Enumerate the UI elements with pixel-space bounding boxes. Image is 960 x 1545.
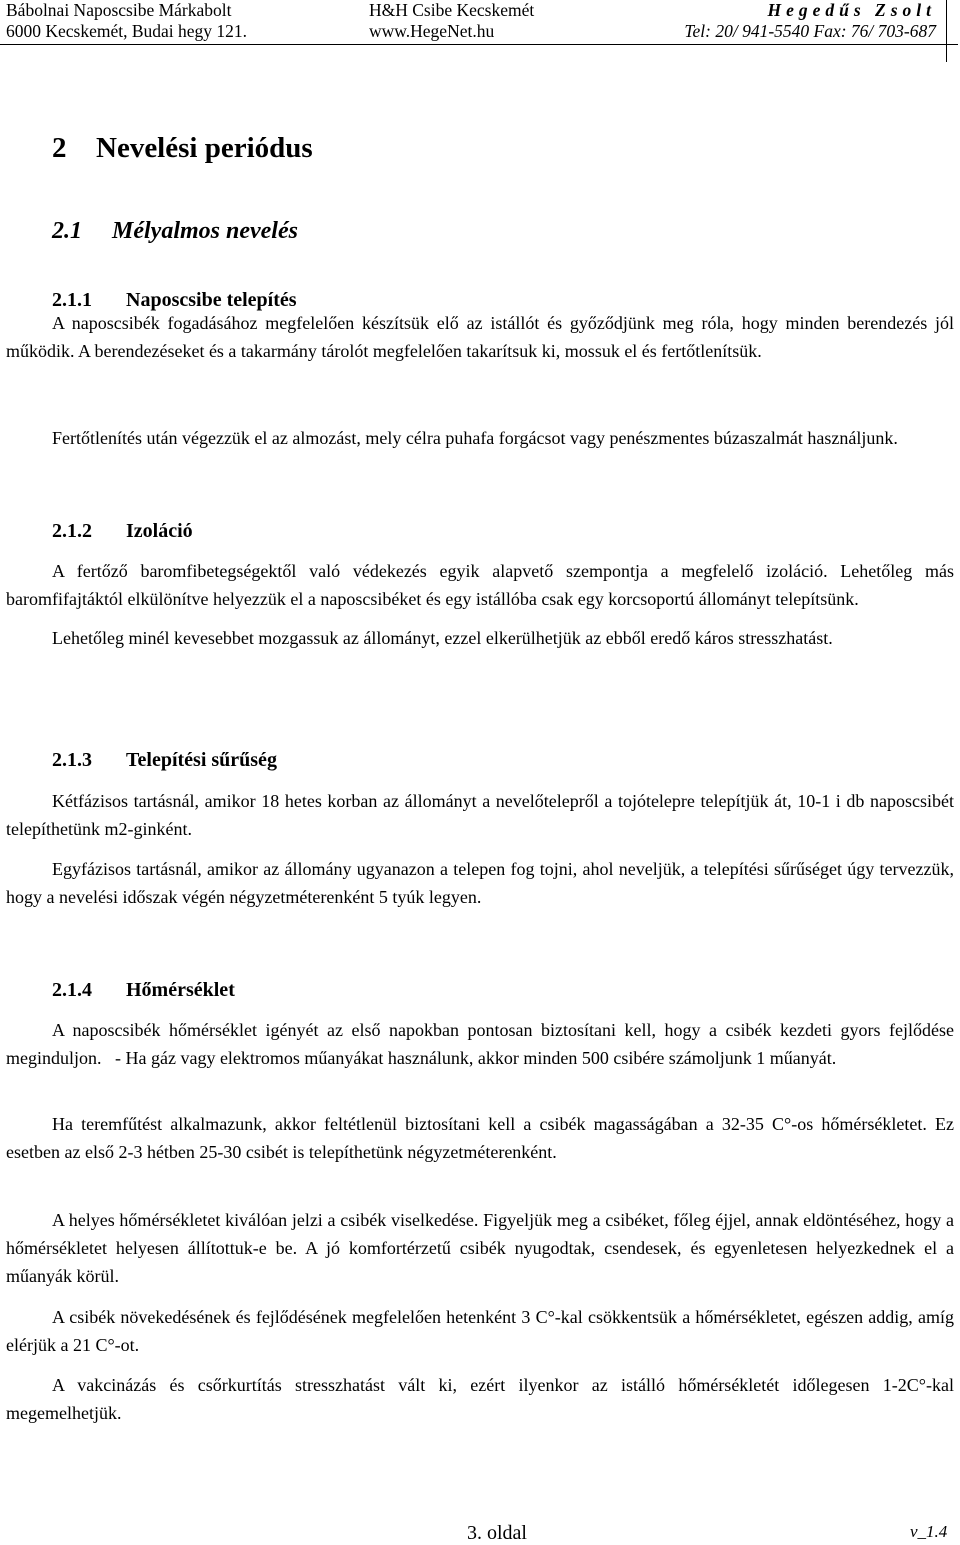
- paragraph: A naposcsibék fogadásához megfelelően készítsük elő az istállót és győződjünk meg róla, hogy minden berendezés jól működik. A berendezéseket és a takarmány tárolót megfelelően takarítsuk ki, mossuk el és fertőtlenítsük.: [6, 313, 954, 361]
- subsection-title: Telepítési sűrűség: [126, 749, 277, 771]
- paragraph: Egyfázisos tartásnál, amikor az állomány ugyanazon a telepen fog tojni, ahol neveljük, a telepítési sűrűséget úgy tervezzük, hogy a nevelési időszak végén négyzetméterenként 5 tyúk legyen.: [6, 859, 954, 907]
- subsection-title: Naposcsibe telepítés: [126, 289, 297, 311]
- paragraph: Ha teremfűtést alkalmazunk, akkor feltétlenül biztosítani kell a csibék magasságában a 32-35 C°-os hőmérsékletet. Ez esetben az első 2-3 hétben 25-30 csibét is telepíthetünk négyzetméterenként.: [6, 1114, 954, 1162]
- header-contact-name: Hegedűs Zsolt: [767, 0, 936, 20]
- header-phone-fax: Tel: 20/ 941-5540 Fax: 76/ 703-687: [684, 21, 936, 41]
- paragraph: Fertőtlenítés után végezzük el az almozást, mely célra puhafa forgácsot vagy penészmentes búzaszalmát használjunk.: [52, 428, 898, 448]
- subsection-heading-izolacio: [52, 518, 193, 544]
- header-company-block: [369, 0, 534, 42]
- chapter-number: 2: [52, 132, 67, 164]
- paragraph: Lehetőleg minél kevesebbet mozgassuk az állományt, ezzel elkerülhetjük az ebből eredő káros stresszhatást.: [52, 628, 833, 648]
- header-website: www.HegeNet.hu: [369, 21, 495, 41]
- chapter-heading: [52, 130, 313, 166]
- chapter-title: Nevelési periódus: [96, 132, 313, 164]
- paragraph: A naposcsibék hőmérséklet igényét az első napokban pontosan biztosítani kell, hogy a csibék kezdeti gyors fejlődése meginduljon. - Ha gáz vagy elektromos műanyákat használunk, akkor minden 500 csibére számoljunk 1 műanyát.: [6, 1020, 959, 1068]
- page-header: [0, 0, 958, 44]
- header-shop-address: 6000 Kecskemét, Budai hegy 121.: [6, 21, 248, 41]
- subsection-title: Hőmérséklet: [126, 979, 235, 1001]
- header-shop-name: Bábolnai Naposcsibe Márkabolt: [6, 0, 232, 20]
- header-company-name: H&H Csibe Kecskemét: [369, 0, 535, 20]
- subsection-heading-telepitesi-suruseg: [52, 747, 277, 773]
- paragraph: A csibék növekedésének és fejlődésének megfelelően hetenként 3 C°-kal csökkentsük a hőmérsékletet, egészen addig, amíg elérjük a 21 C°-ot.: [6, 1307, 954, 1355]
- paragraph: A fertőző baromfibetegségektől való védekezés egyik alapvető szempontja a megfelelő izoláció. Lehetőleg más baromfifajtáktól elkülönítve helyezzük el a naposcsibéket és egy istállóba csak egy korcsoportú állományt telepítsünk.: [6, 561, 954, 609]
- header-corner-mark: [946, 0, 947, 62]
- subsection-number: 2.1.2: [52, 520, 92, 542]
- header-contact-block: [684, 0, 936, 42]
- subsection-number: 2.1.1: [52, 289, 92, 311]
- subsection-number: 2.1.4: [52, 979, 92, 1001]
- header-divider: [0, 44, 958, 45]
- header-shop-block: [6, 0, 247, 42]
- page-number: 3. oldal: [467, 1522, 527, 1544]
- paragraph: Kétfázisos tartásnál, amikor 18 hetes korban az állományt a nevelőtelepről a tojótelepre telepítjük át, 10-1 i db naposcsibét telepíthetünk m2-ginként.: [6, 791, 954, 839]
- paragraph: A helyes hőmérsékletet kiválóan jelzi a csibék viselkedése. Figyeljük meg a csibéket, főleg éjjel, annak eldöntéséhez, hogy a hőmérsékletet helyesen állítottuk-e be. A jó komfortérzetű csibék nyugodtak, csendesek, és egyenletesen helyezkednek el a műanyák körül.: [6, 1210, 954, 1286]
- section-title: Mélyalmos nevelés: [112, 218, 298, 244]
- section-heading: [52, 215, 298, 247]
- paragraph: A vakcinázás és csőrkurtítás stresszhatást vált ki, ezért ilyenkor az istálló hőmérsékletét időlegesen 1-2C°-kal megemelhetjük.: [6, 1375, 954, 1423]
- subsection-title: Izoláció: [126, 520, 193, 542]
- section-number: 2.1: [52, 218, 82, 244]
- subsection-number: 2.1.3: [52, 749, 92, 771]
- subsection-heading-homerseklet: [52, 977, 235, 1003]
- document-version: v_1.4: [910, 1522, 948, 1541]
